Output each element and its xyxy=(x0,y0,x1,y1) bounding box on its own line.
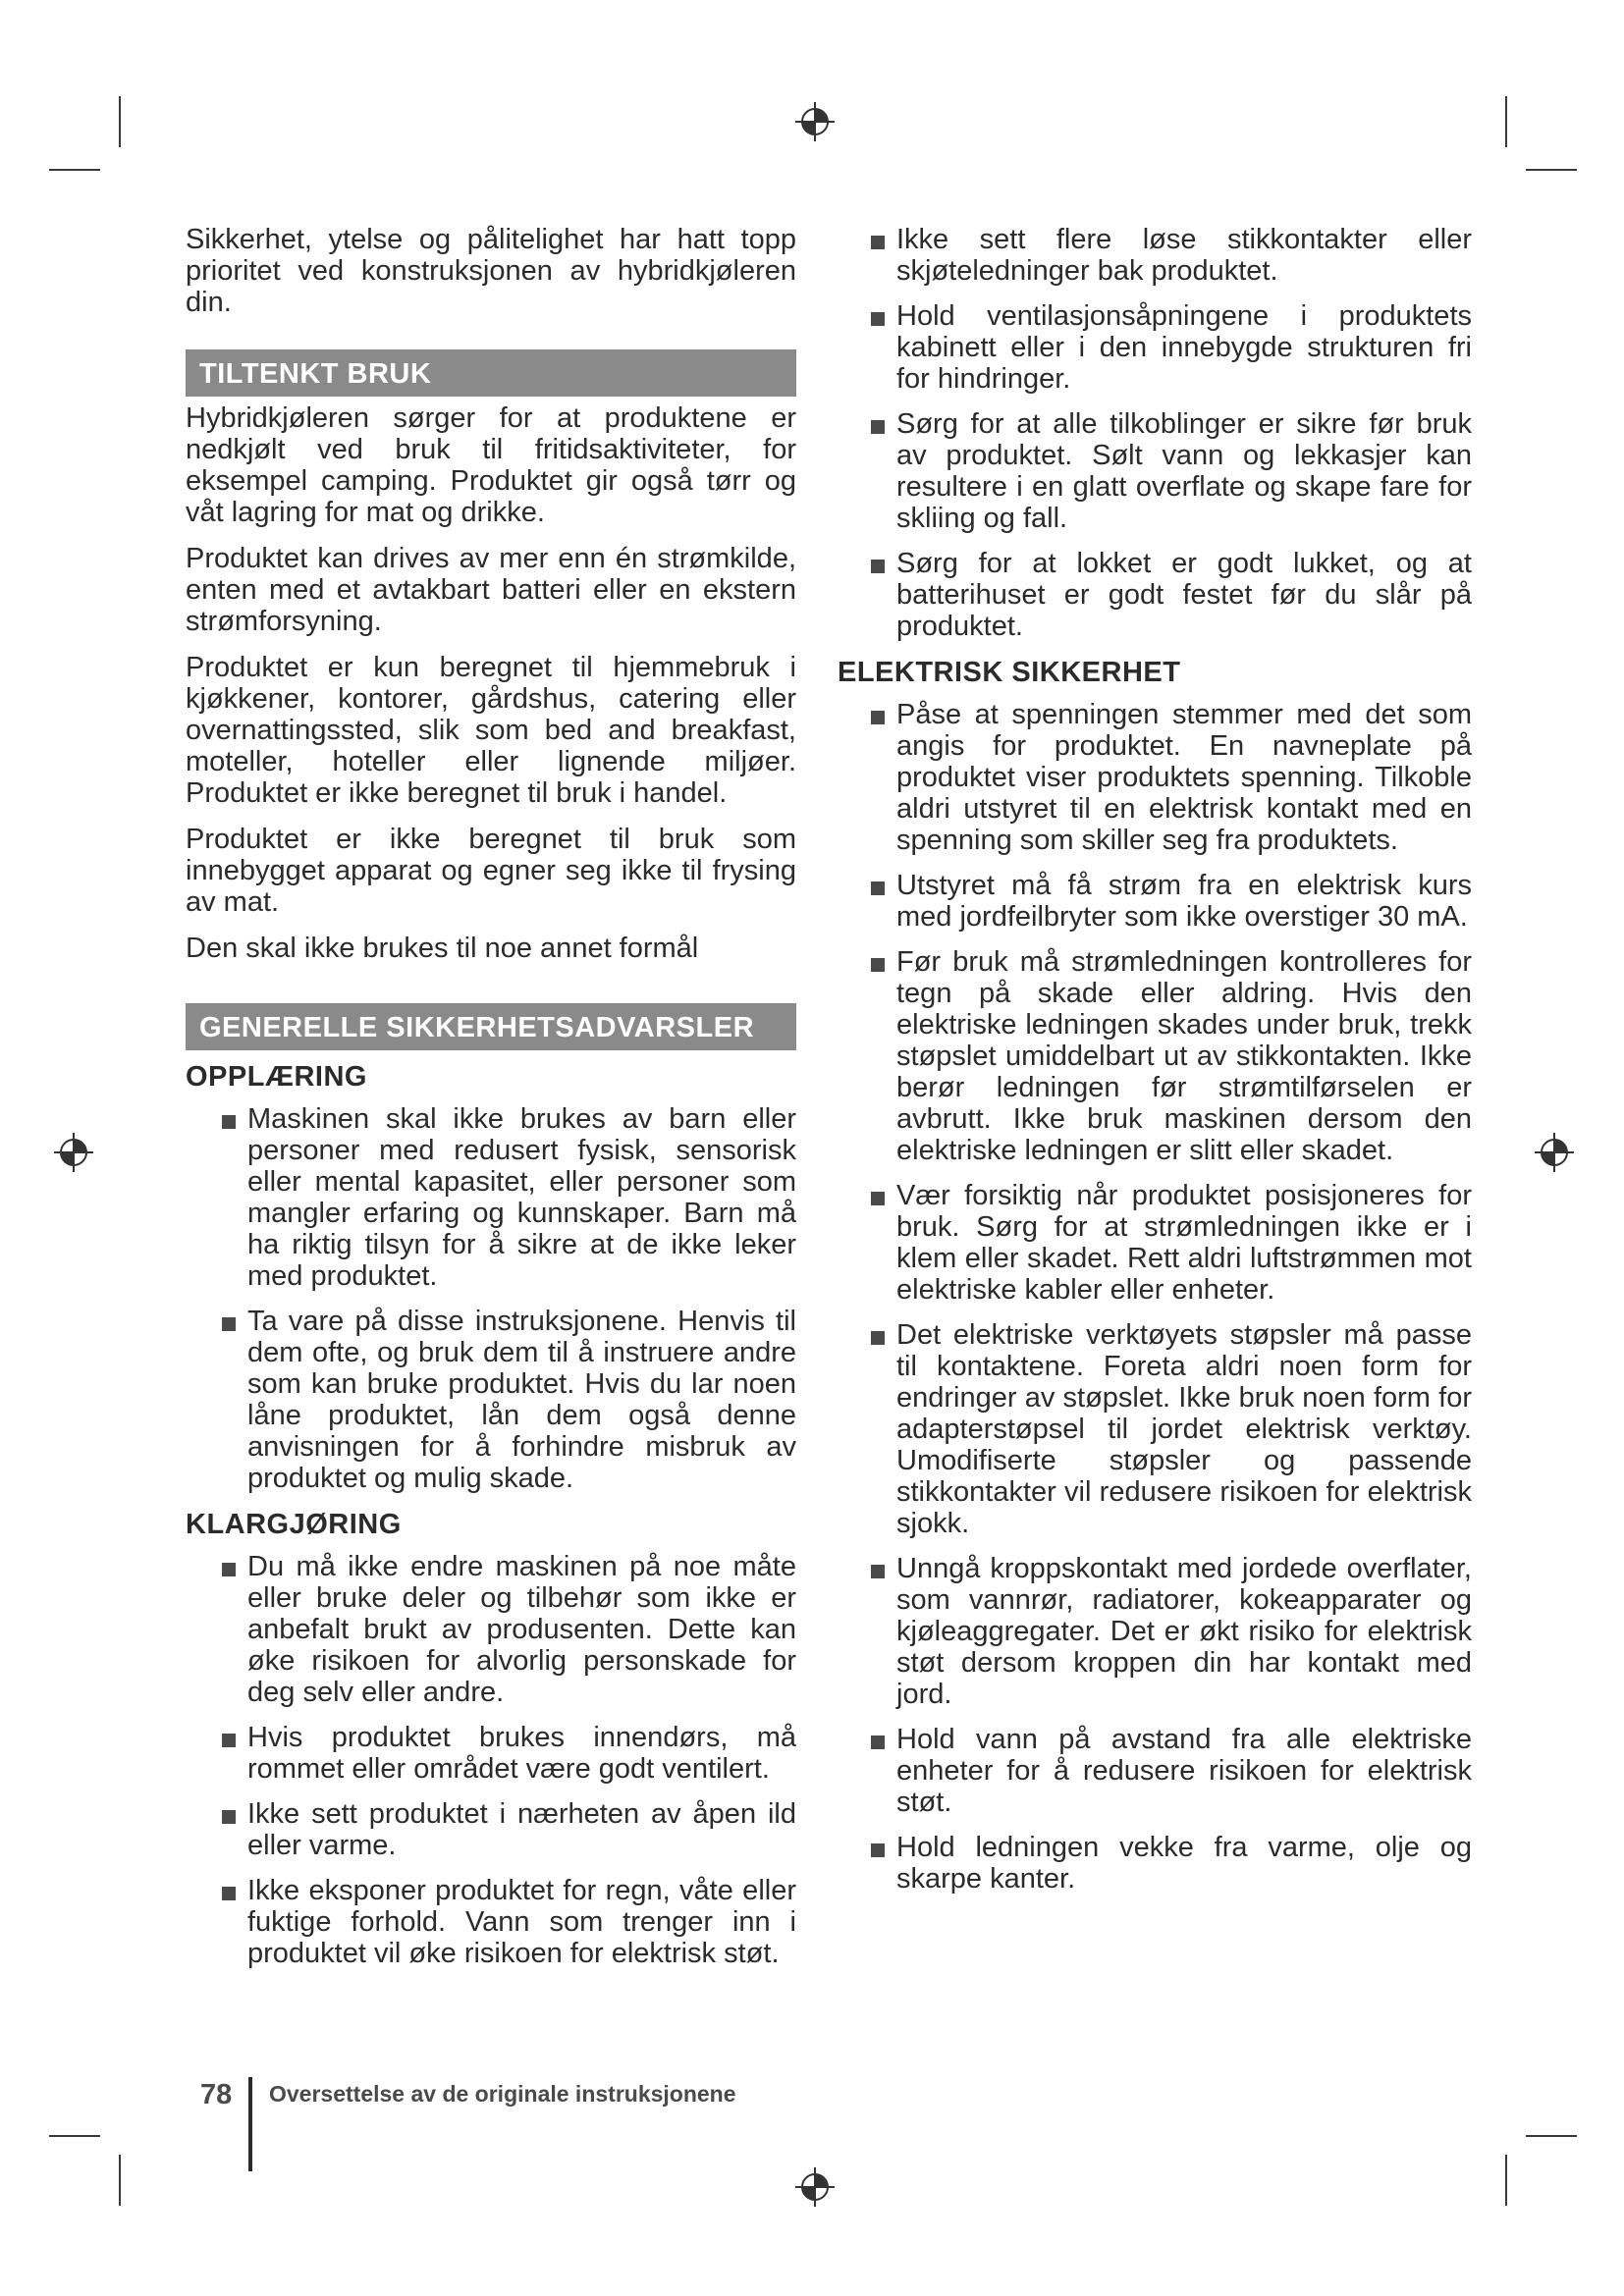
bullet-square-icon xyxy=(871,312,885,326)
subheading-elektrisk-sikkerhet: ELEKTRISK SIKKERHET xyxy=(838,657,1181,688)
paragraph: Produktet er kun beregnet til hjemmebruk i kjøkkener, kontorer, gårdshus, catering eller overnattingssted, slik som bed and breakfast, moteller, hoteller eller lignende miljøer. Produktet er ikke beregnet til bruk i handel. xyxy=(186,652,796,809)
crop-mark xyxy=(119,2155,121,2206)
bullet-square-icon xyxy=(871,236,885,249)
registration-mark-icon xyxy=(793,100,837,143)
list-item: Ikke sett flere løse stikkontakter eller skjøteledninger bak produktet. xyxy=(863,224,1472,287)
section-heading-tiltenkt-bruk: TILTENKT BRUK xyxy=(186,349,796,397)
list-item: Maskinen skal ikke brukes av barn eller personer med redusert fysisk, sensorisk eller mental kapasitet, eller personer som mangler erfaring og kunnskaper. Barn må ha riktig tilsyn for å sikre at de ikke leker med produktet. xyxy=(214,1103,796,1292)
footer-divider xyxy=(248,2077,252,2171)
bullet-square-icon xyxy=(871,560,885,573)
footer-text: Oversettelse av de originale instruksjonene xyxy=(269,2081,736,2107)
crop-mark xyxy=(1505,96,1507,147)
registration-mark-icon xyxy=(1533,1131,1576,1174)
bullet-square-icon xyxy=(871,1843,885,1857)
bullet-square-icon xyxy=(222,1734,236,1747)
crop-mark xyxy=(1526,2135,1577,2137)
bullet-square-icon xyxy=(871,881,885,895)
paragraph: Produktet kan drives av mer enn én strømkilde, enten med et avtakbart batteri eller en ekstern strømforsyning. xyxy=(186,543,796,637)
list-item: Ta vare på disse instruksjonene. Henvis til dem ofte, og bruk dem til å instruere andre som kan bruke produktet. Hvis du lar noen låne produktet, lån dem også denne anvisningen for å forhindre misbruk av produktet og mulig skade. xyxy=(214,1306,796,1494)
list-item: Sørg for at lokket er godt lukket, og at batterihuset er godt festet før du slår på produktet. xyxy=(863,548,1472,642)
subheading-opplaering: OPPLÆRING xyxy=(186,1061,367,1093)
bullet-square-icon xyxy=(222,1317,236,1331)
list-item: Ikke sett produktet i nærheten av åpen ild eller varme. xyxy=(214,1798,796,1861)
klargjoring-list xyxy=(186,1551,796,1969)
list-item: Påse at spenningen stemmer med det som angis for produktet. En navneplate på produktet viser produktets spenning. Tilkoble aldri utstyret til en elektrisk kontakt med en spenning som skiller seg fra produktets. xyxy=(863,699,1472,856)
subheading-klargjoring: KLARGJØRING xyxy=(186,1509,402,1540)
bullet-square-icon xyxy=(222,1810,236,1824)
bullet-square-icon xyxy=(222,1887,236,1900)
intro-paragraph: Sikkerhet, ytelse og pålitelighet har hatt topp prioritet ved konstruksjonen av hybridkjøleren din. xyxy=(186,224,796,318)
paragraph: Hybridkjøleren sørger for at produktene er nedkjølt ved bruk til fritidsaktiviteter, for eksempel camping. Produktet gir også tørr og våt lagring for mat og drikke. xyxy=(186,402,796,528)
page-number: 78 xyxy=(200,2079,233,2110)
bullet-square-icon xyxy=(871,1331,885,1345)
paragraph: Produktet er ikke beregnet til bruk som innebygget apparat og egner seg ikke til frysing av mat. xyxy=(186,824,796,918)
list-item: Hold ventilasjonsåpningene i produktets kabinett eller i den innebygde strukturen fri for hindringer. xyxy=(863,300,1472,395)
list-item: Hold vann på avstand fra alle elektriske enheter for å redusere risikoen for elektrisk støt. xyxy=(863,1724,1472,1818)
list-item: Du må ikke endre maskinen på noe måte eller bruke deler og tilbehør som ikke er anbefalt brukt av produsenten. Dette kan øke risikoen for alvorlig personskade for deg selv eller andre. xyxy=(214,1551,796,1708)
list-item: Hold ledningen vekke fra varme, olje og skarpe kanter. xyxy=(863,1832,1472,1895)
bullet-square-icon xyxy=(871,711,885,724)
list-item: Vær forsiktig når produktet posisjoneres for bruk. Sørg for at strømledningen ikke er i klem eller skadet. Rett aldri luftstrømmen mot elektriske kabler eller enheter. xyxy=(863,1180,1472,1306)
crop-mark xyxy=(49,2135,100,2137)
bullet-square-icon xyxy=(871,958,885,972)
registration-mark-icon xyxy=(52,1131,95,1174)
bullet-square-icon xyxy=(871,1735,885,1749)
crop-mark xyxy=(49,169,100,171)
bullet-square-icon xyxy=(222,1115,236,1129)
preparation-continued-list xyxy=(838,224,1472,642)
paragraph: Den skal ikke brukes til noe annet formål xyxy=(186,933,699,964)
bullet-square-icon xyxy=(871,1192,885,1205)
elektrisk-list xyxy=(838,699,1472,1895)
list-item: Sørg for at alle tilkoblinger er sikre før bruk av produktet. Sølt vann og lekkasjer kan resultere i en glatt overflate og skape fare for skliing og fall. xyxy=(863,408,1472,534)
bullet-square-icon xyxy=(222,1563,236,1576)
list-item: Ikke eksponer produktet for regn, våte eller fuktige forhold. Vann som trenger inn i produktet vil øke risikoen for elektrisk støt. xyxy=(214,1875,796,1969)
list-item: Det elektriske verktøyets støpsler må passe til kontaktene. Foreta aldri noen form for endringer av støpslet. Ikke bruk noen form for adapterstøpsel til jordet elektrisk verktøy. Umodifiserte støpsler og passende stikkontakter vil redusere risikoen for elektrisk sjokk. xyxy=(863,1319,1472,1539)
crop-mark xyxy=(119,96,121,147)
crop-mark xyxy=(1505,2155,1507,2206)
bullet-square-icon xyxy=(871,420,885,434)
list-item: Utstyret må få strøm fra en elektrisk kurs med jordfeilbryter som ikke overstiger 30 mA. xyxy=(863,870,1472,933)
list-item: Hvis produktet brukes innendørs, må rommet eller området være godt ventilert. xyxy=(214,1722,796,1785)
section-heading-generelle: GENERELLE SIKKERHETSADVARSLER xyxy=(186,1003,796,1050)
left-column xyxy=(186,224,796,1983)
bullet-square-icon xyxy=(871,1565,885,1578)
registration-mark-icon xyxy=(793,2165,837,2209)
list-item: Unngå kroppskontakt med jordede overflater, som vannrør, radiatorer, kokeapparater og kjøleaggregater. Det er økt risiko for elektrisk støt dersom kroppen din har kontakt med jord. xyxy=(863,1553,1472,1710)
crop-mark xyxy=(1526,169,1577,171)
right-column xyxy=(838,224,1472,1908)
list-item: Før bruk må strømledningen kontrolleres for tegn på skade eller aldring. Hvis den elektriske ledningen skades under bruk, trekk støpslet umiddelbart ut av stikkontakten. Ikke berør ledningen før strømtilførselen er avbrutt. Ikke bruk maskinen dersom den elektriske ledningen er slitt eller skadet. xyxy=(863,946,1472,1166)
opplaering-list xyxy=(186,1103,796,1494)
